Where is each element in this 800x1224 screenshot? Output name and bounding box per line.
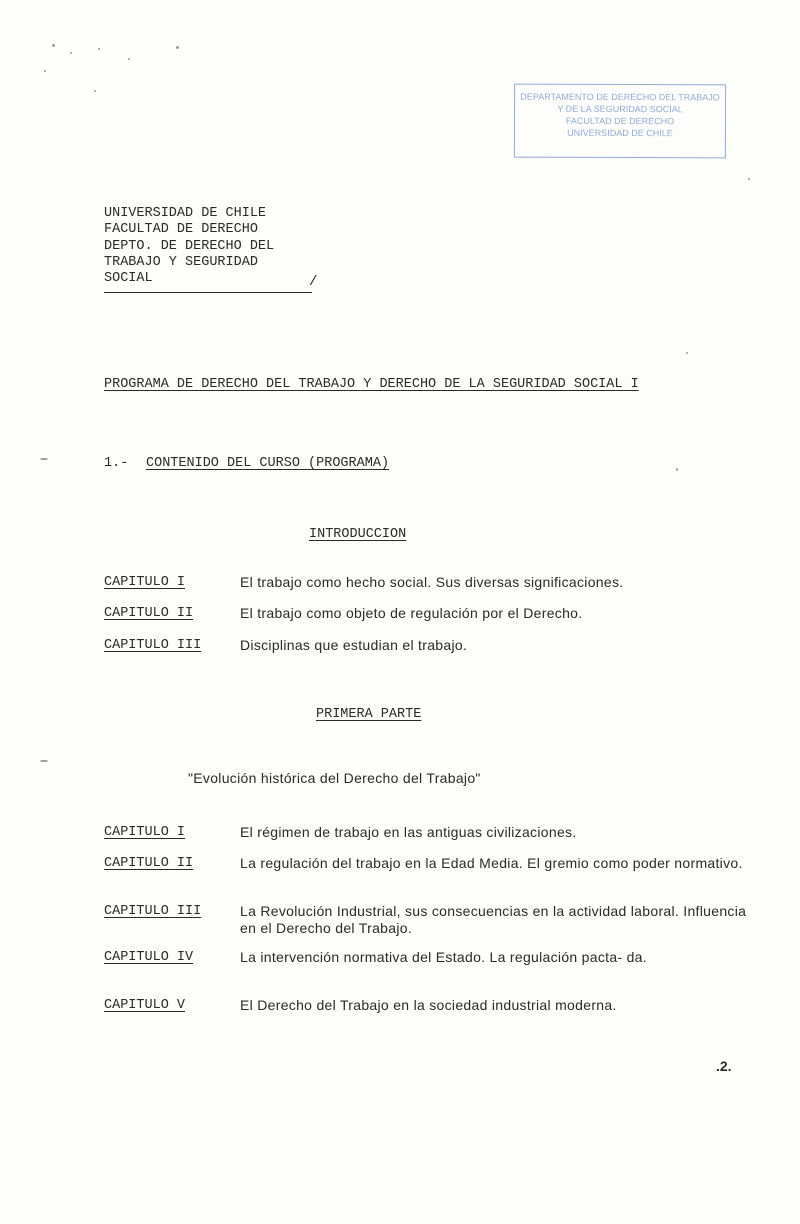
header-rule: [104, 292, 312, 293]
chapter-label: CAPITULO I: [104, 575, 186, 590]
scan-speck: [44, 70, 46, 72]
scan-speck: [686, 352, 688, 354]
section-heading: CONTENIDO DEL CURSO (PROGRAMA): [146, 456, 390, 471]
scan-speck: [94, 90, 96, 92]
chapter-text: Disciplinas que estudian el trabajo.: [240, 637, 468, 653]
scan-speck: [676, 468, 678, 471]
header-line: SOCIAL: [104, 271, 153, 287]
chapter-text: La regulación del trabajo en la Edad Media. El gremio como poder normativo.: [240, 855, 743, 871]
chapter-label: CAPITULO II: [104, 606, 194, 621]
introduccion-heading: INTRODUCCION: [309, 527, 407, 542]
chapter-text: El Derecho del Trabajo en la sociedad industrial moderna.: [240, 997, 617, 1013]
chapter-text: El trabajo como hecho social. Sus diversas significaciones.: [240, 574, 624, 590]
scan-speck: [128, 58, 130, 60]
stamp-line: UNIVERSIDAD DE CHILE: [567, 127, 673, 139]
institution-header: [104, 206, 274, 287]
stamp-line: DEPARTAMENTO DE DERECHO DEL TRABAJO: [520, 91, 720, 103]
department-stamp: [514, 84, 726, 159]
header-line: FACULTAD DE DERECHO: [104, 222, 258, 238]
primera-parte-heading: PRIMERA PARTE: [316, 707, 422, 722]
scan-speck: [176, 46, 179, 49]
header-line: TRABAJO Y SEGURIDAD: [104, 254, 258, 270]
section-number: 1.-: [104, 456, 129, 471]
scan-speck: [748, 178, 750, 180]
header-line: UNIVERSIDAD DE CHILE: [104, 206, 267, 221]
program-title: PROGRAMA DE DERECHO DEL TRABAJO Y DERECHO DE LA SEGURIDAD SOCIAL I: [104, 377, 639, 392]
page-number: .2.: [716, 1058, 732, 1074]
chapter-text: El régimen de trabajo en las antiguas civilizaciones.: [240, 824, 577, 840]
chapter-label: CAPITULO V: [104, 998, 186, 1013]
chapter-label: CAPITULO III: [104, 904, 202, 919]
scan-speck: [40, 458, 48, 460]
stamp-line: FACULTAD DE DERECHO: [565, 115, 675, 127]
header-line: DEPTO. DE DERECHO DEL: [104, 238, 275, 254]
scan-speck: [52, 44, 55, 47]
chapter-text: La intervención normativa del Estado. La regulación pacta- da.: [240, 949, 647, 965]
chapter-label: CAPITULO III: [104, 638, 202, 653]
chapter-text: El trabajo como objeto de regulación por el Derecho.: [240, 605, 583, 621]
chapter-label: CAPITULO II: [104, 856, 194, 871]
scan-speck: [40, 760, 48, 762]
scan-speck: [70, 52, 72, 54]
stamp-line: Y DE LA SEGURIDAD SOCIAL: [557, 103, 683, 115]
header-rule-slash: /: [309, 274, 318, 290]
scan-speck: [98, 48, 100, 50]
chapter-label: CAPITULO I: [104, 825, 186, 840]
chapter-label: CAPITULO IV: [104, 950, 194, 965]
primera-parte-subtitle: "Evolución histórica del Derecho del Trabajo": [188, 770, 481, 786]
chapter-text: La Revolución Industrial, sus consecuencias en la actividad laboral. Influencia en el Derecho del Trabajo.: [240, 903, 747, 936]
